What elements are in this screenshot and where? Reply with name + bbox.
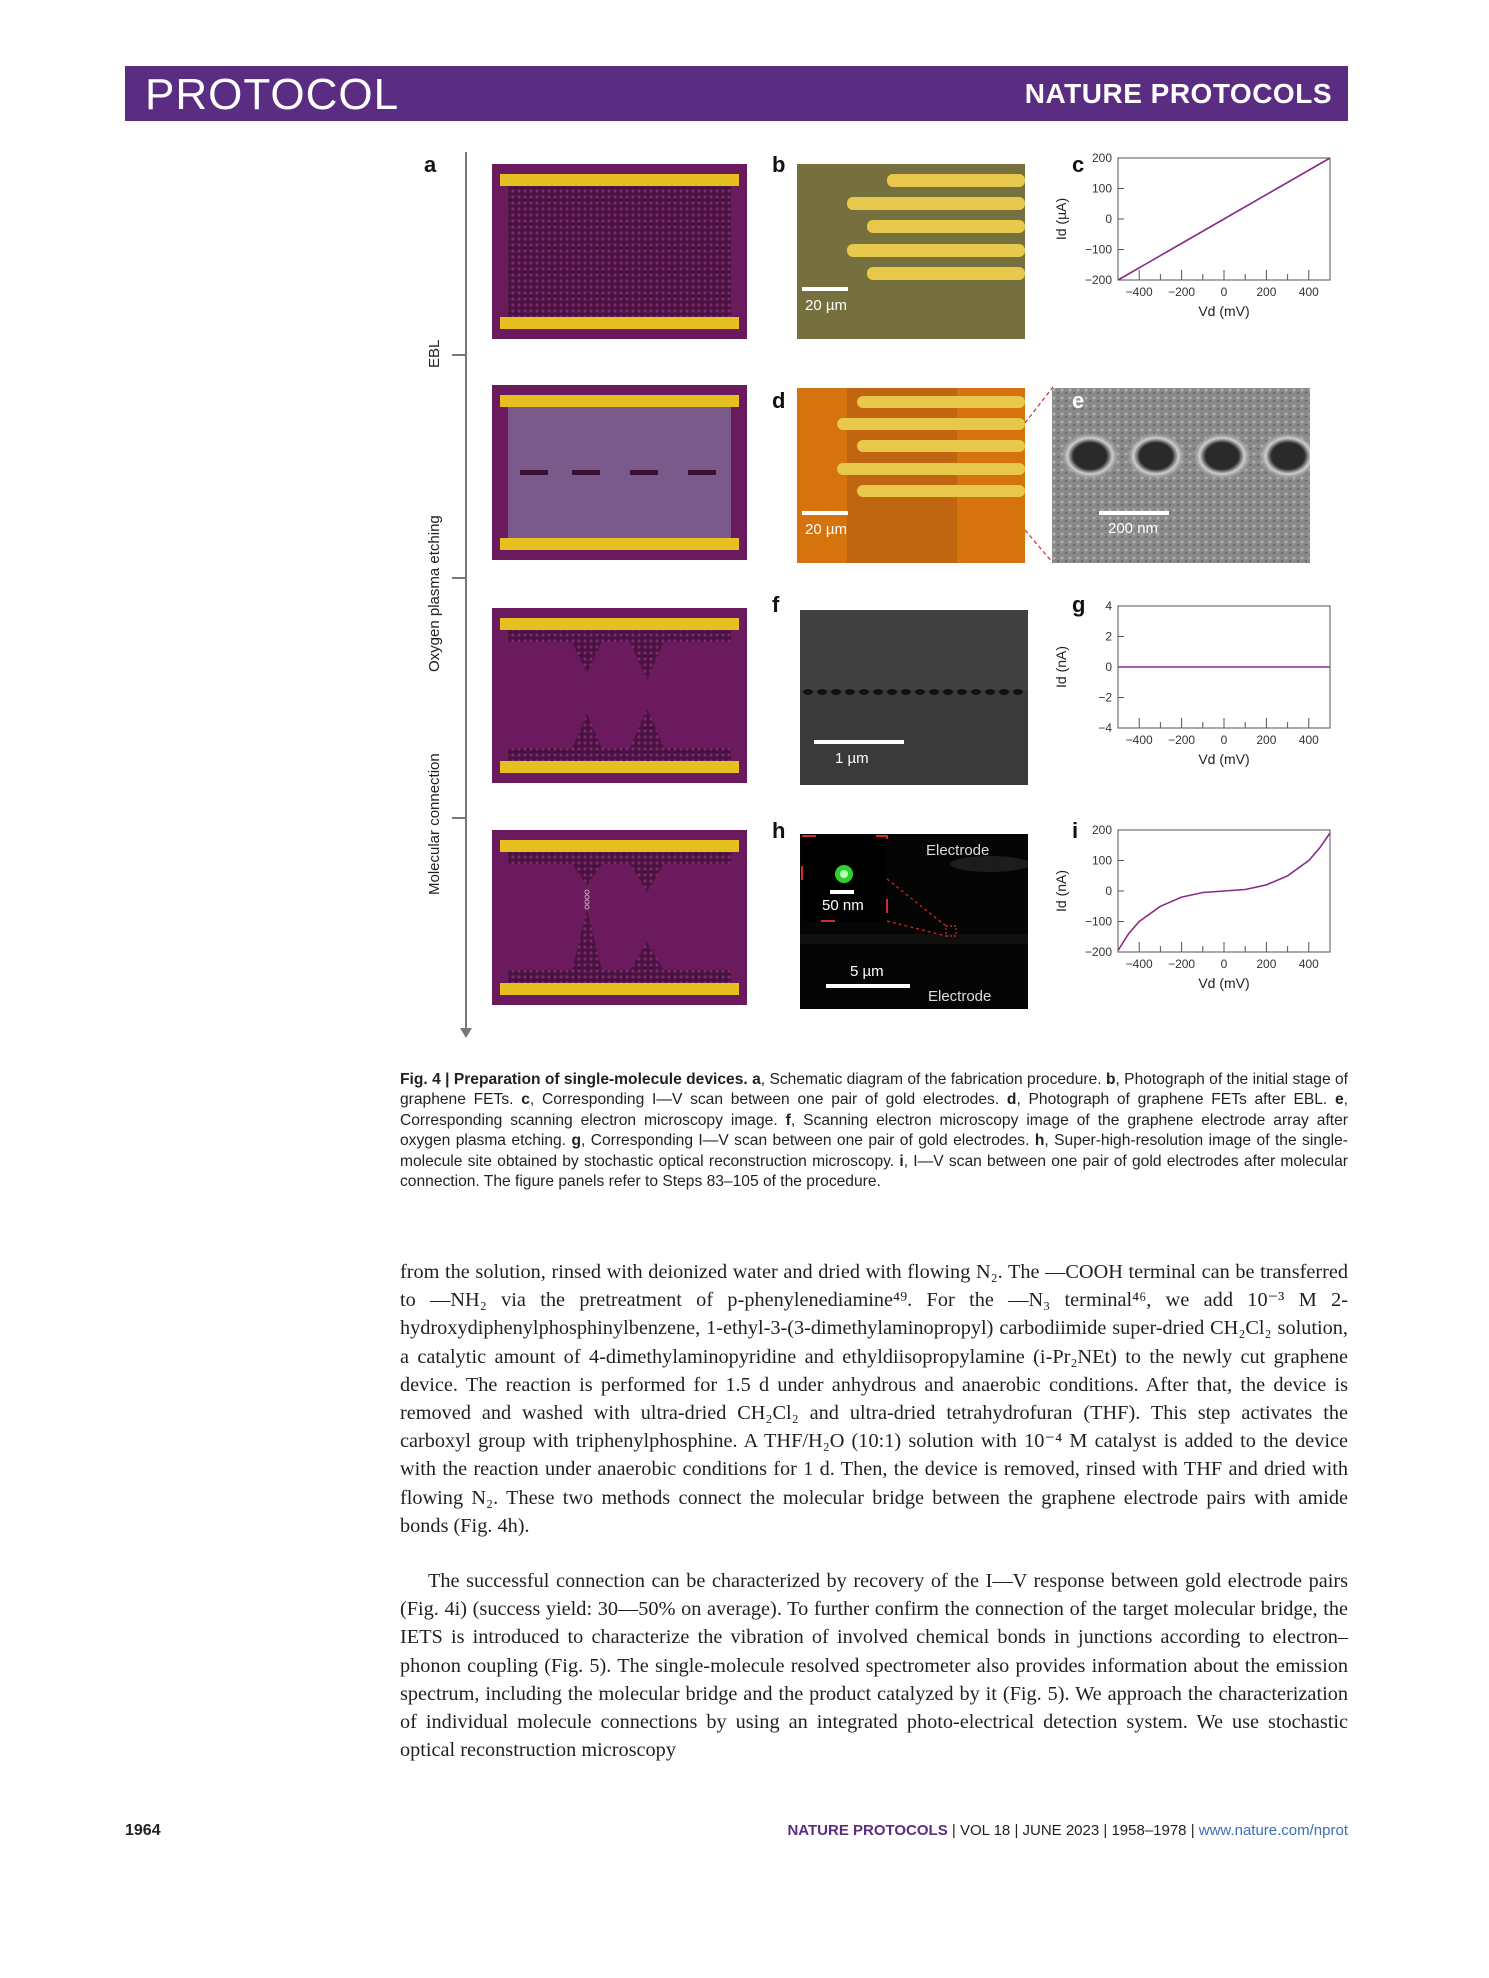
y-tick-label: −200 <box>1084 945 1112 959</box>
electrode-label-top: Electrode <box>926 842 990 859</box>
caption-label-g: g <box>571 1132 581 1150</box>
x-tick-label: 400 <box>1298 957 1319 971</box>
scalebar-d <box>802 511 848 515</box>
x-tick-label: −400 <box>1125 285 1153 299</box>
scale-label-b: 20 µm <box>805 297 847 314</box>
x-tick-label: 200 <box>1256 285 1277 299</box>
x-axis-label: Vd (mV) <box>1198 975 1250 991</box>
axis-tick-molecular <box>452 817 466 819</box>
axis-tick-etching <box>452 577 466 579</box>
y-tick-label: 2 <box>1105 629 1112 644</box>
photo-b-initial-fet <box>797 164 1025 339</box>
y-axis-label: Id (µA) <box>1053 197 1069 241</box>
caption-text-a: , Schematic diagram of the fabrication procedure. <box>760 1071 1106 1088</box>
schematic-etched <box>492 608 747 783</box>
section-label: PROTOCOL <box>145 70 400 119</box>
caption-text-b: , Photograph of the initial stage of graphene FETs. <box>400 1071 1348 1109</box>
footer-volume: | VOL 18 | JUNE 2023 | 1958–1978 | <box>947 1822 1199 1839</box>
x-axis-label: Vd (mV) <box>1198 751 1250 767</box>
scale-label-h-inset: 50 nm <box>822 897 864 914</box>
schematic-ebl <box>492 385 747 560</box>
panel-letter-i: i <box>1072 818 1079 843</box>
y-axis-label: Id (nA) <box>1053 645 1069 689</box>
stage-label-molecular: Molecular connection <box>426 753 443 895</box>
panel-letter-e: e <box>1072 388 1085 413</box>
stage-label-ebl: EBL <box>426 339 443 368</box>
figure-4 <box>400 140 1350 1045</box>
body-paragraph-2: The successful connection can be characterized by recovery of the I—V response between gold electrode pairs (Fig. 4i) (success yield: 30—50% on average). To further confirm the connection of the target molecular bridge, the IETS is introduced to characterize the vibration of involved chemical bonds in junctions according to electron–phonon coupling (Fig. 5). The single-molecule resolved spectrometer also provides information about the emission spectrum, including the molecular bridge and the product catalyzed by it (Fig. 5). We approach the characterization of individual molecule connections by using an integrated photo-electrical detection system. We use stochastic optical reconstruction microscopy <box>400 1570 1348 1762</box>
scalebar-f <box>814 740 904 744</box>
footer-citation <box>787 1822 1348 1839</box>
process-axis-arrow <box>460 1028 472 1038</box>
y-tick-label: 4 <box>1105 599 1112 613</box>
plot-i-iv <box>1040 822 1345 1042</box>
scalebar-h-inset <box>830 890 854 894</box>
page-number: 1964 <box>125 1822 161 1839</box>
panel-letter-f: f <box>772 592 780 617</box>
y-tick-label: −200 <box>1084 273 1112 287</box>
y-tick-label: −2 <box>1098 690 1112 705</box>
electrode-label-bottom: Electrode <box>928 988 992 1005</box>
caption-label-h: h <box>1034 1132 1045 1150</box>
x-tick-label: −400 <box>1125 733 1153 747</box>
x-tick-label: 200 <box>1256 733 1277 747</box>
x-tick-label: −200 <box>1168 733 1196 747</box>
x-tick-label: −200 <box>1168 957 1196 971</box>
panel-letter-b: b <box>772 152 786 177</box>
plot-c-iv <box>1040 150 1345 370</box>
y-tick-label: 200 <box>1091 151 1112 165</box>
caption-text-e: , Corresponding scanning electron microscopy image. <box>400 1091 1349 1129</box>
x-tick-label: 0 <box>1220 285 1228 299</box>
caption-label-e: e <box>1334 1091 1344 1109</box>
y-tick-label: −100 <box>1084 242 1112 257</box>
caption-text-h: , Super-high-resolution image of the single-molecule site obtained by stochastic optical reconstruction microscopy. <box>400 1132 1348 1170</box>
x-tick-label: 400 <box>1298 285 1319 299</box>
scale-label-h-main: 5 µm <box>850 963 884 980</box>
y-tick-label: 200 <box>1091 823 1112 837</box>
y-tick-label: −4 <box>1098 721 1112 735</box>
plot-g-iv <box>1040 598 1345 818</box>
footer-journal: NATURE PROTOCOLS <box>787 1822 948 1839</box>
x-axis-label: Vd (mV) <box>1198 303 1250 319</box>
panel-letter-d: d <box>772 388 786 413</box>
schematic-molecular <box>492 830 747 1005</box>
caption-label-b: b <box>1105 1071 1116 1088</box>
y-tick-label: 100 <box>1091 853 1112 868</box>
footer-url[interactable]: www.nature.com/nprot <box>1198 1822 1348 1839</box>
x-tick-label: −400 <box>1125 957 1153 971</box>
iv-series-line <box>1118 833 1330 951</box>
scale-label-f: 1 µm <box>835 750 869 767</box>
caption-text-g: , Corresponding I—V scan between one pair of gold electrodes. <box>580 1132 1035 1150</box>
photo-f-sem-etched <box>800 610 1028 785</box>
header-bar <box>125 66 1348 121</box>
panel-letter-a: a <box>424 152 437 177</box>
y-tick-label: 0 <box>1105 212 1112 226</box>
caption-text-f: , Scanning electron microscopy image of the graphene electrode array after oxygen plasma etching. <box>400 1111 1348 1150</box>
caption-label-i: i <box>899 1152 904 1170</box>
y-tick-label: −100 <box>1084 914 1112 929</box>
caption-title: Fig. 4 | Preparation of single-molecule devices. <box>400 1071 748 1088</box>
figure-caption <box>400 1070 1348 1192</box>
scale-label-d: 20 µm <box>805 521 847 538</box>
y-tick-label: 0 <box>1105 660 1112 674</box>
x-tick-label: 400 <box>1298 733 1319 747</box>
caption-label-a: a <box>752 1071 761 1088</box>
x-tick-label: 0 <box>1220 733 1228 747</box>
scalebar-h-main <box>826 984 910 988</box>
y-tick-label: 100 <box>1091 181 1112 196</box>
panel-letter-h: h <box>772 818 786 843</box>
caption-label-d: d <box>1006 1091 1017 1109</box>
x-tick-label: 200 <box>1256 957 1277 971</box>
schematic-initial <box>492 164 747 339</box>
x-tick-label: 0 <box>1220 957 1228 971</box>
iv-series-line <box>1118 158 1330 280</box>
panel-letter-g: g <box>1072 592 1086 617</box>
caption-label-f: f <box>785 1111 791 1129</box>
stage-label-etching: Oxygen plasma etching <box>426 515 443 672</box>
caption-text-d: , Photograph of graphene FETs after EBL. <box>1016 1091 1335 1109</box>
caption-text-c: , Corresponding I—V scan between one pair of gold electrodes. <box>529 1091 1007 1109</box>
scale-label-e: 200 nm <box>1108 520 1159 537</box>
axis-tick-ebl <box>452 354 466 356</box>
scalebar-e <box>1099 511 1169 515</box>
x-tick-label: −200 <box>1168 285 1196 299</box>
photo-h-storm <box>800 834 1028 1009</box>
scalebar-b <box>802 287 848 291</box>
zoom-connector-d-e <box>1025 385 1053 565</box>
process-axis <box>465 152 467 1032</box>
caption-text-i: , I—V scan between one pair of gold electrodes after molecular connection. The figure panels refer to Steps 83–105 of the procedure. <box>400 1152 1348 1191</box>
journal-name: NATURE PROTOCOLS <box>1024 78 1332 109</box>
caption-label-c: c <box>521 1091 530 1109</box>
panel-letter-c: c <box>1072 152 1085 177</box>
photo-e-sem <box>1052 388 1310 563</box>
y-tick-label: 0 <box>1105 884 1112 898</box>
body-paragraph-1: from the solution, rinsed with deionized water and dried with flowing N₂. The —COOH terminal can be transferred to —NH₂ via the pretreatment of p-phenylenediamine⁴⁹. For the —N₃ terminal⁴⁶, we add 10⁻³ M 2-hydroxydiphenylphosphinylbenzene, 1-ethyl-3-(3-dimethylaminopropyl) carbodiimide super-dried CH₂Cl₂ solution, a catalytic amount of 4-dimethylaminopyridine and ethyldiisopropylamine (i-Pr₂NEt) to the newly cut graphene device. The reaction is performed for 1.5 d under anhydrous and anaerobic conditions. After that, the device is removed and washed with ultra-dried CH₂Cl₂ and ultra-dried tetrahydrofuran (THF). This step activates the carboxyl group with triphenylphosphine. A THF/H₂O (10:1) solution with 10⁻⁴ M catalyst is added to the device with the reaction under anaerobic conditions for 1 d. Then, the device is removed, rinsed with THF and dried with flowing N₂. These two methods connect the molecular bridge between the graphene electrode pairs with amide bonds (Fig. 4h). <box>400 1261 1348 1537</box>
y-axis-label: Id (nA) <box>1053 869 1069 913</box>
photo-d-after-ebl <box>797 388 1025 563</box>
